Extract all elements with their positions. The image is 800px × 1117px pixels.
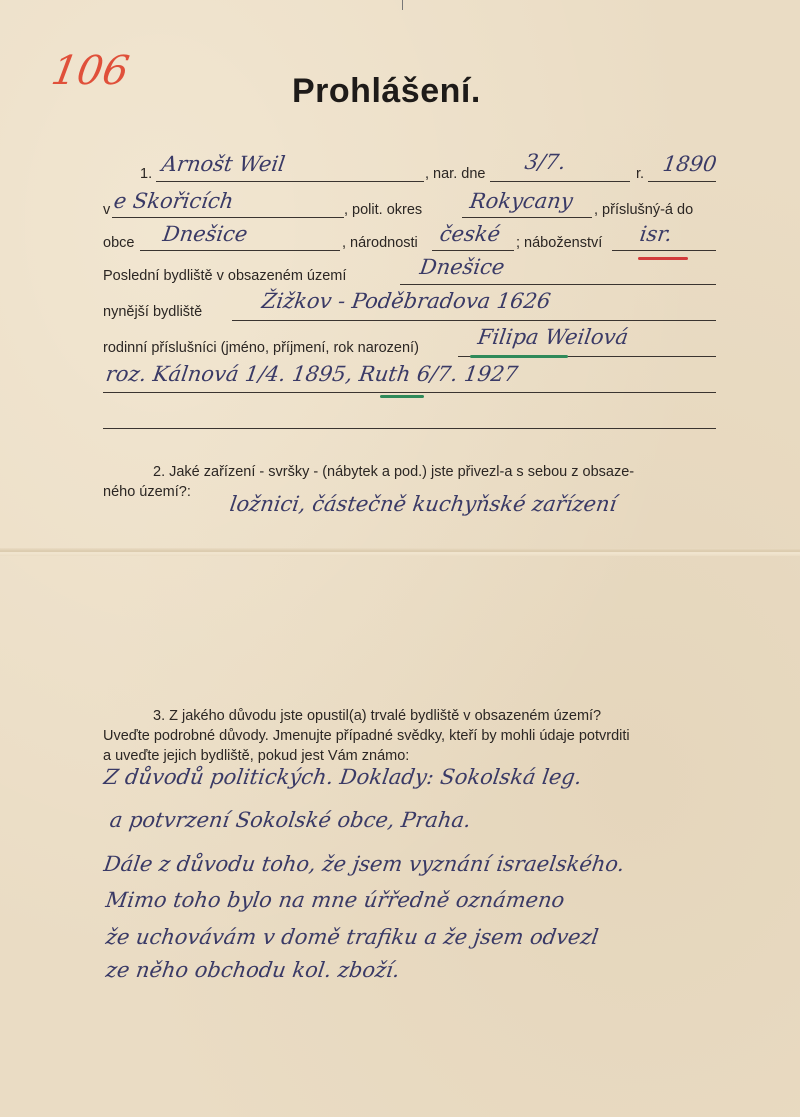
- nationality-label: , národnosti: [342, 235, 418, 251]
- name-line: [156, 181, 424, 182]
- religion-value: isr.: [638, 222, 674, 246]
- district-label: , polit. okres: [344, 202, 423, 218]
- family-green-underline-1: [470, 355, 568, 358]
- current-residence-value: Žižkov - Poděbradova 1626: [260, 289, 553, 313]
- municipality-line: [140, 250, 340, 251]
- birthplace-value: e Skořicích: [112, 189, 236, 213]
- paper-fold: [0, 548, 800, 556]
- belonging-label: , příslušný-á do: [594, 202, 694, 218]
- page-number-handwritten: 106: [47, 48, 133, 94]
- municipality-label: obce: [103, 235, 135, 251]
- municipality-value: Dnešice: [161, 222, 250, 246]
- document-title: Prohlášení.: [292, 72, 481, 110]
- nationality-value: české: [438, 222, 502, 246]
- item-number-1: 1.: [140, 166, 153, 182]
- born-label: , nar. dne: [425, 166, 486, 182]
- last-residence-value: Dnešice: [418, 255, 507, 279]
- section3-answer-line3: Dále z důvodu toho, že jsem vyznání israelského.: [102, 852, 627, 876]
- section2-question-line1: 2. Jaké zařízení - svršky - (nábytek a pod.) jste přivezl-a s sebou z obsaze-: [153, 464, 635, 480]
- district-value: Rokycany: [468, 189, 575, 213]
- nationality-line: [432, 250, 514, 251]
- section3-answer-line6: ze něho obchodu kol. zboží.: [104, 958, 402, 982]
- family-value-line1: Filipa Weilová: [476, 325, 630, 349]
- section3-question-line1: 3. Z jakého důvodu jste opustil(a) trvalé bydliště v obsazeném území?: [153, 708, 602, 724]
- family-line2: [103, 392, 716, 393]
- born-day-line: [490, 181, 630, 182]
- born-year-line: [648, 181, 716, 182]
- last-residence-line: [400, 284, 716, 285]
- section3-question: [103, 706, 733, 766]
- top-crease-mark: [402, 0, 403, 10]
- born-year-value: 1890: [661, 152, 719, 176]
- section3-answer-line2: a potvrzení Sokolské obce, Praha.: [108, 808, 473, 832]
- section2-question-line2: ného území?:: [103, 484, 191, 500]
- district-line: [462, 217, 592, 218]
- in-label: v: [103, 202, 111, 218]
- family-label: rodinní příslušníci (jméno, příjmení, rok narození): [103, 340, 419, 356]
- birthplace-line: [112, 217, 344, 218]
- religion-label: ; náboženství: [516, 235, 603, 251]
- current-residence-line: [232, 320, 716, 321]
- section3-answer-line1: Z důvodů politických. Doklady: Sokolská leg.: [102, 765, 584, 789]
- family-value-line2: roz. Kálnová 1/4. 1895, Ruth 6/7. 1927: [104, 362, 520, 386]
- religion-line: [612, 250, 716, 251]
- section3-question-line3: a uveďte jejich bydliště, pokud jest Vám známo:: [103, 748, 410, 764]
- section2-answer: ložnici, částečně kuchyňské zařízení: [228, 492, 619, 516]
- born-day-value: 3/7.: [523, 150, 568, 174]
- section3-answer-line5: že uchovávám v domě trafiku a že jsem odvezl: [104, 925, 601, 949]
- family-green-underline-2: [380, 395, 424, 398]
- section3-answer-line4: Mimo toho bylo na mne úřředně oznámeno: [104, 888, 567, 912]
- current-residence-label: nynější bydliště: [103, 304, 203, 320]
- year-label: r.: [636, 166, 645, 182]
- family-line3: [103, 428, 716, 429]
- name-value: Arnošt Weil: [160, 152, 287, 176]
- religion-red-underline: [638, 257, 688, 260]
- last-residence-label: Poslední bydliště v obsazeném území: [103, 268, 347, 284]
- section3-question-line2: Uveďte podrobné důvody. Jmenujte případné svědky, kteří by mohli údaje potvrditi: [103, 728, 630, 744]
